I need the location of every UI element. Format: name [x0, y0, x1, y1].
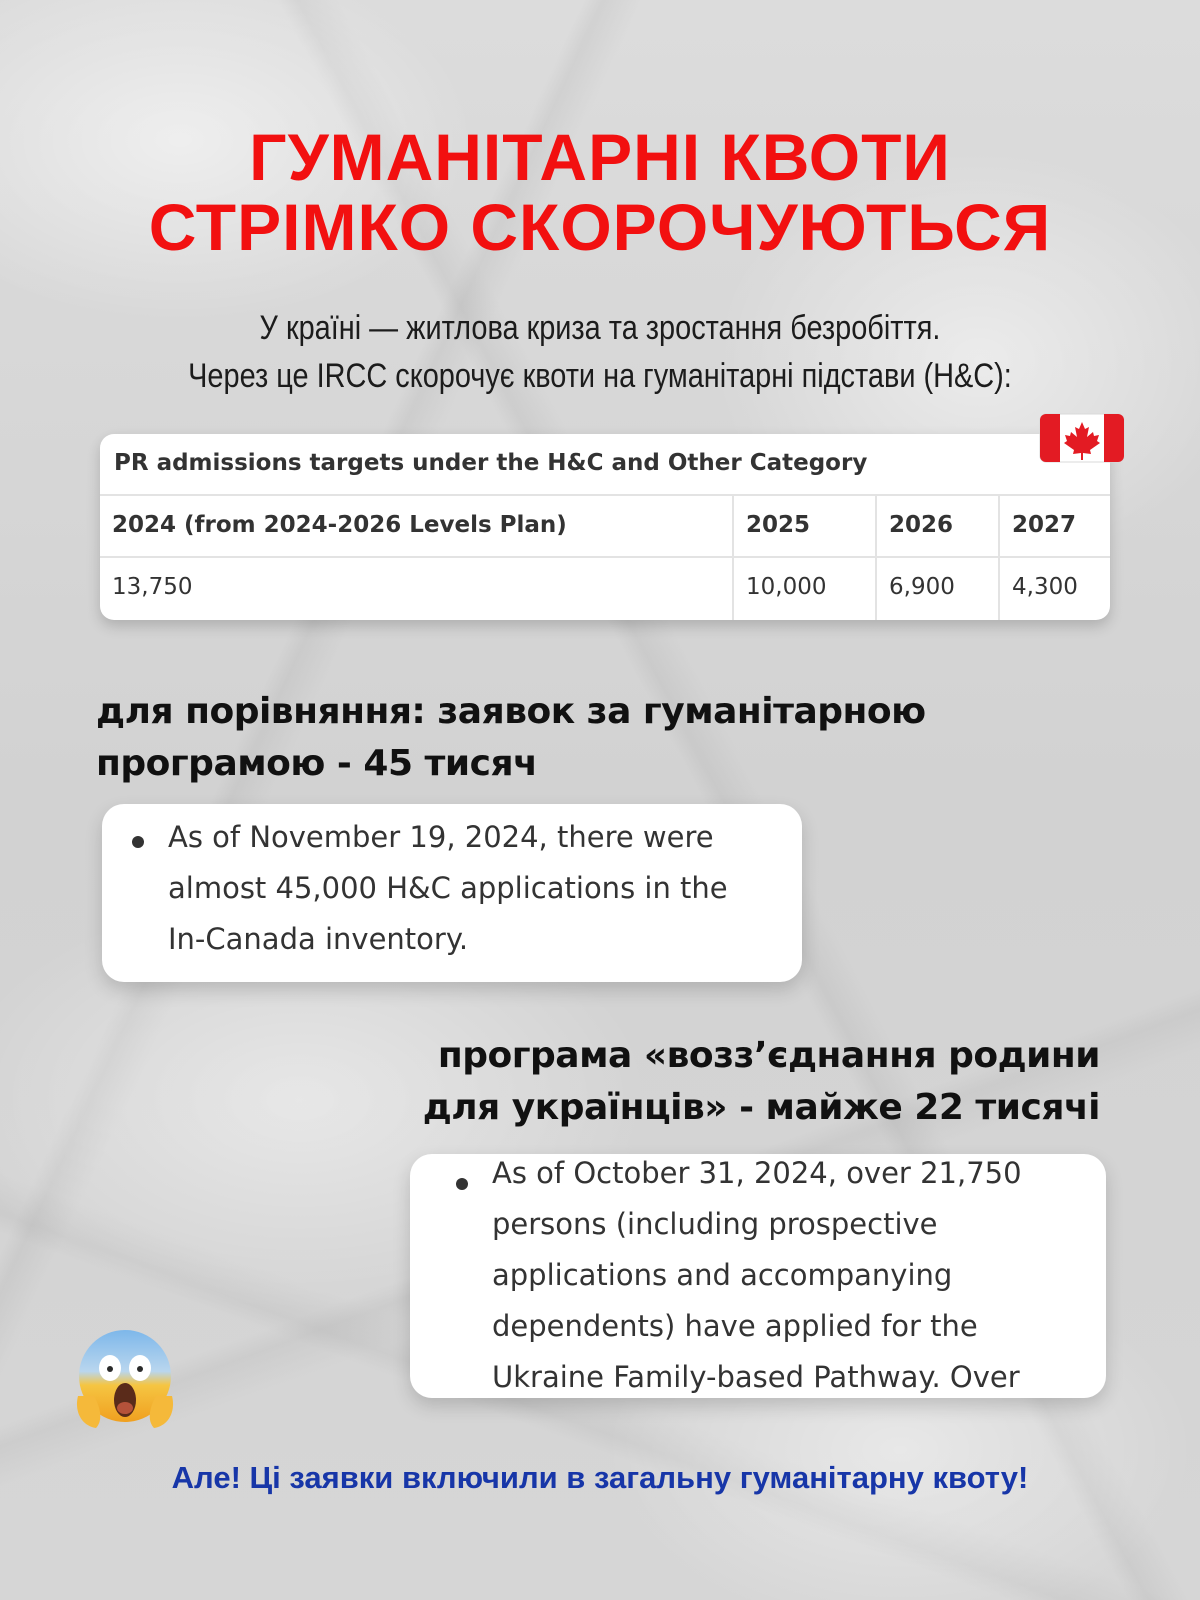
page-title-line-1: ГУМАНІТАРНІ КВОТИ: [249, 120, 951, 194]
table-header-row: [100, 496, 1110, 558]
table-cell: 6,900: [877, 558, 1000, 620]
table-cell: 10,000: [734, 558, 877, 620]
table-header-cell: 2024 (from 2024-2026 Levels Plan): [100, 496, 734, 558]
quote-text: As of October 31, 2024, over 21,750 persons (including prospective applications and accompanying dependents) have applied for the Ukraine Family-based Pathway. Over: [492, 1156, 1022, 1394]
table-row: [100, 558, 1110, 620]
table-header-cell: 2025: [734, 496, 877, 558]
canada-flag-icon: [1038, 410, 1126, 466]
table-cell: 4,300: [1012, 574, 1078, 600]
page-title-line-2: СТРІМКО СКОРОЧУЮТЬСЯ: [148, 190, 1052, 264]
screaming-face-icon: [72, 1326, 178, 1432]
table-header-cell: 2026: [877, 496, 1000, 558]
comparison-heading-line-2: програмою - 45 тисяч: [96, 743, 538, 784]
hc-applications-quote: [102, 804, 802, 982]
footer-note: Але! Ці заявки включили в загальну гуманітарну квоту!: [171, 1460, 1029, 1495]
subtitle-line-2: Через це IRCC скорочує квоти на гуманітарні підстави (H&C):: [188, 357, 1012, 395]
table-cell: 13,750: [100, 558, 734, 620]
comparison-heading-line-1: для порівняння: заявок за гуманітарною: [96, 691, 926, 732]
family-heading-line-1: програма «возз’єднання родини: [437, 1035, 1100, 1076]
table-caption: PR admissions targets under the H&C and Other Category: [100, 434, 1110, 496]
admissions-table: [100, 434, 1110, 620]
family-heading-line-2: для українців» - майже 22 тисячі: [422, 1087, 1100, 1128]
table-header-cell: 2027: [1012, 512, 1077, 538]
subtitle-line-1: У країні — житлова криза та зростання безробіття.: [259, 309, 941, 347]
bullet-icon: [132, 836, 144, 848]
bullet-icon: [456, 1178, 468, 1190]
family-pathway-quote: [410, 1154, 1106, 1398]
quote-text: As of November 19, 2024, there were almost 45,000 H&C applications in the In-Canada inventory.: [168, 820, 728, 956]
